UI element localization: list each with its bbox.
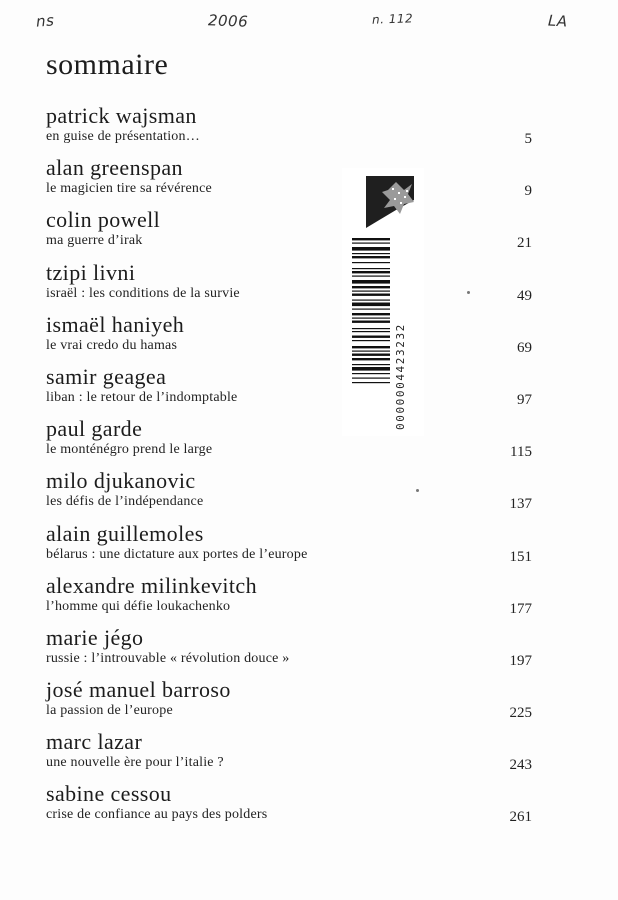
toc-entry xyxy=(46,730,532,782)
toc-entry xyxy=(46,522,532,574)
scan-speck xyxy=(416,489,419,492)
entry-subtitle: liban : le retour de l’indomptable xyxy=(46,389,238,405)
scan-speck xyxy=(467,291,470,294)
entry-subtitle: le magicien tire sa révérence xyxy=(46,181,212,197)
entry-author: tzipi livni xyxy=(46,259,136,285)
entry-subtitle: ma guerre d’irak xyxy=(46,233,143,249)
toc-entry xyxy=(46,208,532,260)
entry-author: marie jégo xyxy=(46,624,144,650)
entry-page-number: 5 xyxy=(524,131,532,147)
entry-subtitle: le monténégro prend le large xyxy=(46,442,213,458)
entry-author: josé manuel barroso xyxy=(46,677,231,703)
entry-author: alan greenspan xyxy=(46,155,183,181)
toc-entry xyxy=(46,469,532,521)
handwritten-issue-number: n. 112 xyxy=(371,11,414,27)
toc-entry xyxy=(46,626,532,678)
handwritten-note-left: ns xyxy=(35,11,55,31)
entry-author: samir geagea xyxy=(46,363,167,389)
barcode-number: 0000004423232 xyxy=(394,323,407,430)
entry-author: marc lazar xyxy=(46,729,143,755)
entry-subtitle: israël : les conditions de la survie xyxy=(46,285,240,301)
entry-author: sabine cessou xyxy=(46,781,172,807)
handwritten-note-right: LA xyxy=(547,11,569,31)
entry-subtitle: en guise de présentation… xyxy=(46,129,200,144)
toc-entry xyxy=(46,678,532,730)
entry-author: ismaël haniyeh xyxy=(46,311,185,337)
entry-author: alain guillemoles xyxy=(46,520,204,546)
entry-page-number: 225 xyxy=(509,705,532,722)
toc-entry xyxy=(46,365,532,417)
toc-entry xyxy=(46,104,532,156)
toc-entry xyxy=(46,156,532,208)
library-logo-icon xyxy=(366,176,414,228)
toc-entry xyxy=(46,574,532,626)
table-of-contents xyxy=(46,104,532,835)
entry-page-number: 137 xyxy=(509,496,532,513)
entry-subtitle: bélarus : une dictature aux portes de l’europe xyxy=(46,546,308,562)
library-sticker xyxy=(342,168,424,436)
entry-page-number: 49 xyxy=(517,287,532,304)
entry-page-number: 197 xyxy=(509,652,532,669)
handwritten-year: 2006 xyxy=(207,11,249,31)
barcode-icon xyxy=(352,238,390,434)
entry-subtitle: les défis de l’indépendance xyxy=(46,494,204,510)
toc-entry xyxy=(46,782,532,834)
entry-page-number: 115 xyxy=(510,444,532,461)
entry-page-number: 97 xyxy=(517,391,532,408)
entry-author: patrick wajsman xyxy=(46,103,197,128)
entry-author: colin powell xyxy=(46,207,161,233)
entry-page-number: 69 xyxy=(517,339,532,356)
entry-page-number: 261 xyxy=(509,809,532,826)
entry-page-number: 9 xyxy=(524,183,532,200)
entry-author: paul garde xyxy=(46,416,143,442)
entry-subtitle: l’homme qui défie loukachenko xyxy=(46,598,231,614)
toc-entry xyxy=(46,417,532,469)
entry-subtitle: crise de confiance au pays des polders xyxy=(46,807,268,823)
entry-subtitle: le vrai credo du hamas xyxy=(46,337,178,353)
toc-entry xyxy=(46,313,532,365)
page-title: sommaire xyxy=(46,48,169,81)
entry-author: milo djukanovic xyxy=(46,468,196,494)
entry-subtitle: russie : l’introuvable « révolution douce » xyxy=(46,650,290,666)
toc-entry xyxy=(46,261,532,313)
entry-page-number: 177 xyxy=(509,600,532,617)
entry-page-number: 21 xyxy=(517,235,532,252)
entry-subtitle: une nouvelle ère pour l’italie ? xyxy=(46,755,224,771)
entry-page-number: 243 xyxy=(509,757,532,774)
entry-subtitle: la passion de l’europe xyxy=(46,703,173,719)
entry-author: alexandre milinkevitch xyxy=(46,572,258,598)
entry-page-number: 151 xyxy=(509,548,532,565)
